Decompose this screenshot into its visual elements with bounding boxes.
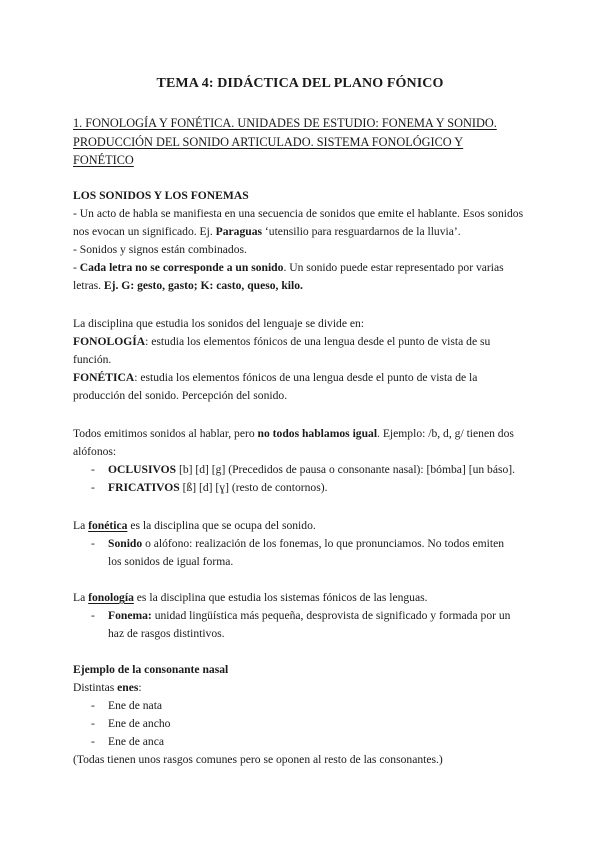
fonetica-definition-line1: FONÉTICA: estudia los elementos fónicos de una lengua desde el punto de vista de la xyxy=(73,371,478,384)
list-bullet: - xyxy=(91,699,95,712)
section-heading-line-1: 1. FONOLOGÍA Y FONÉTICA. UNIDADES DE ESTUDIO: FONEMA Y SONIDO. xyxy=(73,116,497,130)
fonologia-definition-line1: FONOLOGÍA: estudia los elementos fónicos de una lengua desde el punto de vista de su xyxy=(73,335,491,348)
alofonos-line2: alófonos: xyxy=(73,445,117,458)
fonologia-definition-line2: función. xyxy=(73,353,112,366)
list-item: Ene de ancho xyxy=(108,717,171,730)
fonetica-def-line: La fonética es la disciplina que se ocupa del sonido. xyxy=(73,519,316,532)
list-item-fonema-line2: haz de rasgos distintivos. xyxy=(108,627,225,640)
list-bullet: - xyxy=(91,481,95,494)
list-item: Ene de nata xyxy=(108,699,163,712)
disciplina-intro: La disciplina que estudia los sonidos del lenguaje se divide en: xyxy=(73,317,365,330)
sonidos-p1-line1: - Un acto de habla se manifiesta en una secuencia de sonidos que emite el hablante. Esos sonidos xyxy=(73,207,524,220)
list-item-sonido-line2: los sonidos de igual forma. xyxy=(108,555,234,568)
section-heading-line-2: PRODUCCIÓN DEL SONIDO ARTICULADO. SISTEMA FONOLÓGICO Y xyxy=(73,135,464,149)
list-item-oclusivos: OCLUSIVOS [b] [d] [g] (Precedidos de pausa o consonante nasal): [bómba] [un báso]. xyxy=(108,463,516,476)
fonetica-definition-line2: producción del sonido. Percepción del sonido. xyxy=(73,389,288,402)
sonidos-p3-line1: - Cada letra no se corresponde a un sonido. Un sonido puede estar representado por varias xyxy=(73,261,504,274)
sonidos-p2: - Sonidos y signos están combinados. xyxy=(73,243,247,256)
sonidos-heading: LOS SONIDOS Y LOS FONEMAS xyxy=(73,189,249,202)
list-bullet: - xyxy=(91,609,95,622)
ejemplo-closing: (Todas tienen unos rasgos comunes pero se oponen al resto de las consonantes.) xyxy=(73,753,443,766)
list-item-sonido: Sonido o alófono: realización de los fonemas, lo que pronunciamos. No todos emiten xyxy=(108,537,505,550)
sonidos-p3-line2: letras. Ej. G: gesto, gasto; K: casto, queso, kilo. xyxy=(73,279,303,292)
list-bullet: - xyxy=(91,537,95,550)
section-heading-line-3: FONÉTICO xyxy=(73,153,134,167)
alofonos-line1: Todos emitimos sonidos al hablar, pero no todos hablamos igual. Ejemplo: /b, d, g/ tienen dos xyxy=(73,427,514,440)
sonidos-p1-line2: nos evocan un significado. Ej. Paraguas ‘utensilio para resguardarnos de la lluvia’. xyxy=(73,225,461,238)
list-item-fonema: Fonema: unidad lingüística más pequeña, desprovista de significado y formada por un xyxy=(108,609,511,622)
list-bullet: - xyxy=(91,735,95,748)
fonologia-def-line: La fonología es la disciplina que estudia los sistemas fónicos de las lenguas. xyxy=(73,591,428,604)
ejemplo-intro: Distintas enes: xyxy=(73,681,142,694)
ejemplo-heading: Ejemplo de la consonante nasal xyxy=(73,663,229,676)
list-item-fricativos: FRICATIVOS [ß] [d] [ɣ] (resto de contornos). xyxy=(108,481,328,494)
list-item: Ene de anca xyxy=(108,735,164,748)
page-title: TEMA 4: DIDÁCTICA DEL PLANO FÓNICO xyxy=(156,76,444,91)
list-bullet: - xyxy=(91,717,95,730)
list-bullet: - xyxy=(91,463,95,476)
